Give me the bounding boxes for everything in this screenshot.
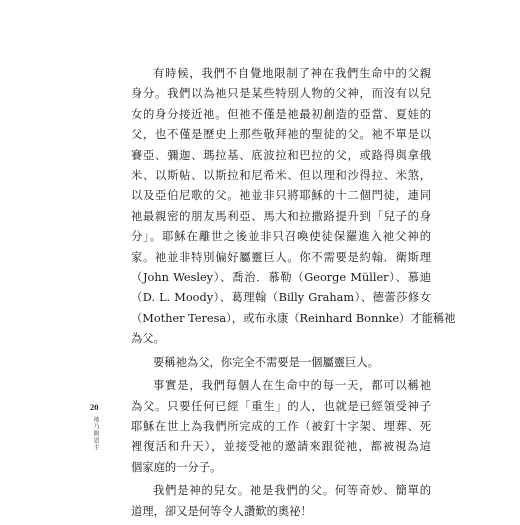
text-line: 分」。耶穌在離世之後並非只召喚使徒保羅進入祂父神的 (131, 230, 431, 244)
paragraph-father-identity (131, 64, 456, 350)
text-line: 個家庭的一分子。 (131, 460, 222, 474)
page-number: 20 (90, 402, 99, 412)
text-line: 道理，卻又是何等令人讚歎的奧祕！ (131, 504, 312, 518)
text-line: （D. L. Moody）、葛理翰（Billy Graham）、德蕾莎修女 (131, 291, 431, 305)
text-line: 我們是神的兒女。祂是我們的父。何等奇妙、簡單的 (153, 484, 431, 498)
page-body (131, 64, 456, 525)
text-line: （Mother Teresa），或布永康（Reinhard Bonnke）才能稱祂 (131, 311, 456, 325)
text-line: 女的身分接近祂。但祂不僅是祂最初創造的亞當、夏娃的 (131, 107, 431, 121)
text-line: 事實是，我們每個人在生命中的每一天，都可以稱祂 (153, 379, 431, 393)
text-line: 裡復活和升天），並接受祂的邀請來跟從祂，都被視為這 (131, 440, 431, 454)
paragraph-no-giant-needed (131, 353, 431, 373)
running-title: 祂乃賜恩主 (92, 416, 99, 451)
text-line: 父，也不僅是歷史上那些敬拜祂的聖徒的父。祂不單是以 (131, 128, 431, 142)
text-line: 家。祂並非特別偏好屬靈巨人。你不需要是約翰．衛斯理 (131, 250, 431, 264)
paragraph-every-day (131, 376, 431, 478)
text-line: 米、以斯帖、以斯拉和尼希米、但以理和沙得拉、米煞， (131, 169, 431, 183)
text-line: 為父。只要任何已經「重生」的人，也就是已經領受神子 (131, 399, 431, 413)
text-line: （John Wesley）、喬治．慕勒（George Müller）、慕迪 (131, 271, 431, 285)
text-line: 為父。 (131, 332, 165, 346)
text-line: 以及亞伯尼歌的父。祂並非只將耶穌的十二個門徒，連同 (131, 189, 431, 203)
text-line: 有時候，我們不自覺地限制了神在我們生命中的父親 (153, 67, 431, 80)
text-line: 身分。我們以為祂只是某些特別人物的父神，而沒有以兒 (131, 87, 431, 101)
text-line: 賽亞、彌迦、瑪拉基、底波拉和巴拉的父，或路得與拿俄 (131, 148, 431, 162)
text-line: 耶穌在世上為我們所完成的工作（被釘十字架、埋葬、死 (131, 419, 431, 433)
text-line: 要稱祂為父，你完全不需要是一個屬靈巨人。 (153, 355, 379, 369)
text-line: 祂最親密的朋友馬利亞、馬大和拉撒路提升到「兒子的身 (131, 209, 431, 223)
paragraph-mystery (131, 481, 431, 522)
